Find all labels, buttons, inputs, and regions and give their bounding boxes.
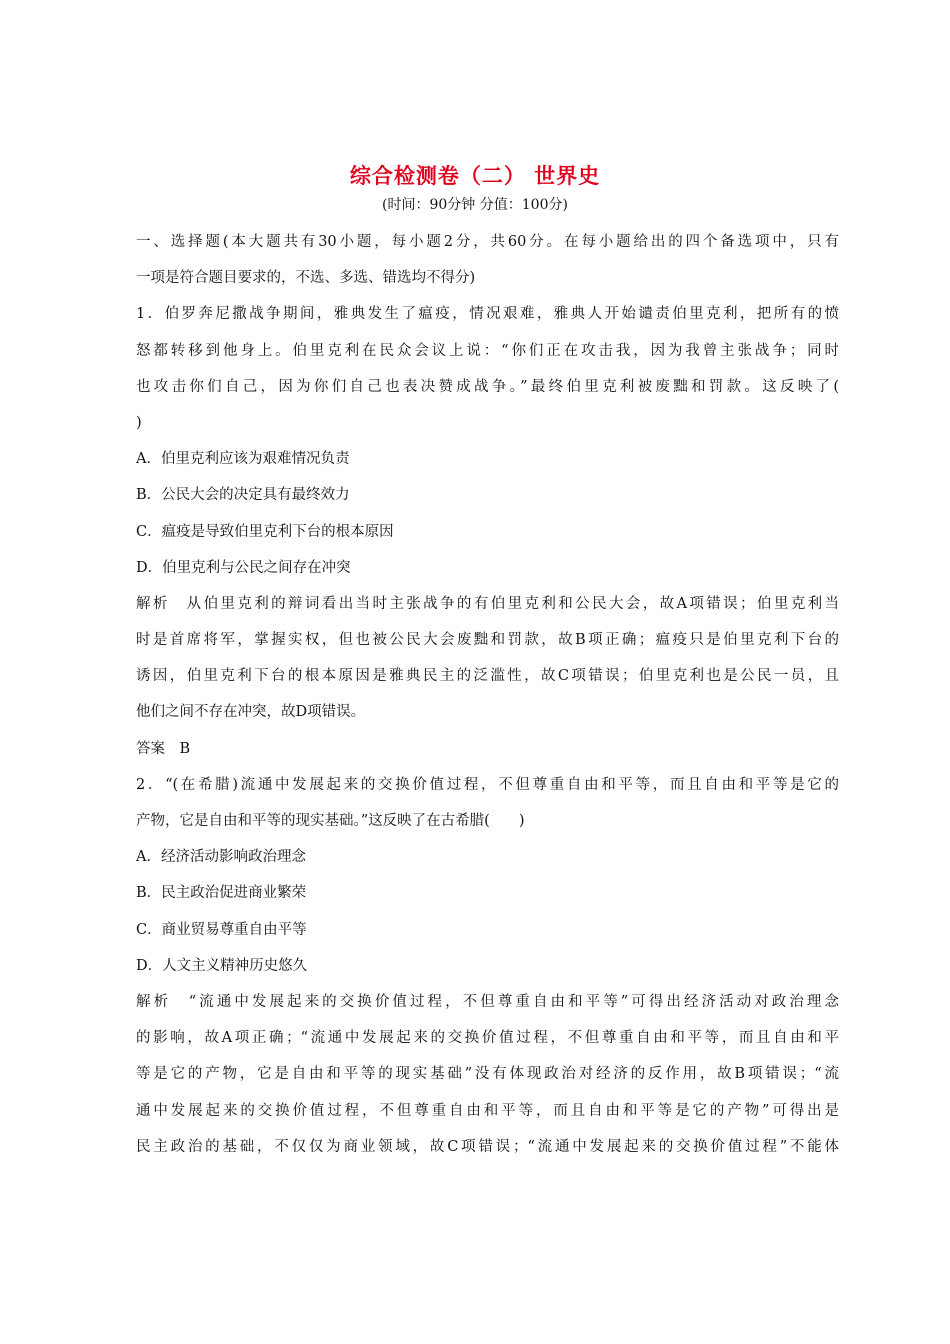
page-title: 综合检测卷（二） 世界史 (349, 164, 601, 188)
question-1-answer: 答案 B (136, 740, 191, 757)
question-1-analysis-line: 解析 从伯里克利的辩词看出当时主张战争的有伯里克利和公民大会，故A项错误；伯里克利当 (136, 595, 839, 612)
section-instruction-line: 一项是符合题目要求的，不选、多选、错选均不得分) (136, 270, 476, 287)
section-instruction-line: 一、选择题(本大题共有30小题，每小题2分，共60分。在每小题给出的四个备选项中，只有 (136, 234, 839, 250)
question-1-option-d: D．伯里克利与公民之间存在冲突 (136, 559, 351, 576)
question-1-stem-line: 1．伯罗奔尼撒战争期间，雅典发生了瘟疫，情况艰难，雅典人开始谴责伯里克利，把所有的愤 (136, 306, 839, 323)
question-2-analysis-line: 解析 “流通中发展起来的交换价值过程，不但尊重自由和平等”可得出经济活动对政治理念 (136, 993, 839, 1010)
question-2-analysis-line: 通中发展起来的交换价值过程，不但尊重自由和平等，而且自由和平等是它的产物”可得出是 (136, 1102, 839, 1119)
question-1-analysis-line: 时是首席将军，掌握实权，但也被公民大会废黜和罚款，故B项正确；瘟疫只是伯里克利下台的 (136, 632, 839, 649)
question-2-analysis-line: 民主政治的基础，不仅仅为商业领域，故C项错误；“流通中发展起来的交换价值过程”不能体 (136, 1138, 839, 1155)
exam-time-score: (时间：90分钟 分值：100分) (382, 197, 568, 213)
question-1-stem-line: ) (136, 414, 142, 431)
question-2-option-a: A．经济活动影响政治理念 (136, 849, 306, 866)
question-1-option-b: B．公民大会的决定具有最终效力 (136, 487, 350, 504)
question-1-option-a: A．伯里克利应该为艰难情况负责 (136, 451, 350, 468)
question-1-option-c: C．瘟疫是导致伯里克利下台的根本原因 (136, 523, 394, 540)
question-2-stem-line: 2．“(在希腊)流通中发展起来的交换价值过程，不但尊重自由和平等，而且自由和平等是它的 (136, 776, 839, 793)
question-2-option-d: D．人文主义精神历史悠久 (136, 957, 308, 974)
question-2-stem-line: 产物，它是自由和平等的现实基础。”这反映了在古希腊( ) (136, 813, 525, 829)
question-2-option-b: B．民主政治促进商业繁荣 (136, 885, 307, 902)
question-2-analysis-line: 等是它的产物，它是自由和平等的现实基础”没有体现政治对经济的反作用，故B项错误；“流 (136, 1066, 839, 1083)
question-1-stem-line: 也攻击你们自己，因为你们自己也表决赞成战争。”最终伯里克利被废黜和罚款。这反映了( (136, 378, 839, 395)
question-2-option-c: C．商业贸易尊重自由平等 (136, 921, 307, 938)
question-1-analysis-line: 他们之间不存在冲突，故D项错误。 (136, 704, 366, 721)
question-2-analysis-line: 的影响，故A项正确；“流通中发展起来的交换价值过程，不但尊重自由和平等，而且自由和平 (136, 1030, 839, 1047)
question-1-analysis-line: 诱因，伯里克利下台的根本原因是雅典民主的泛滥性，故C项错误；伯里克利也是公民一员，且 (136, 668, 839, 685)
question-1-stem-line: 怒都转移到他身上。伯里克利在民众会议上说：“你们正在攻击我，因为我曾主张战争；同时 (136, 342, 839, 359)
document-body (136, 224, 839, 1165)
